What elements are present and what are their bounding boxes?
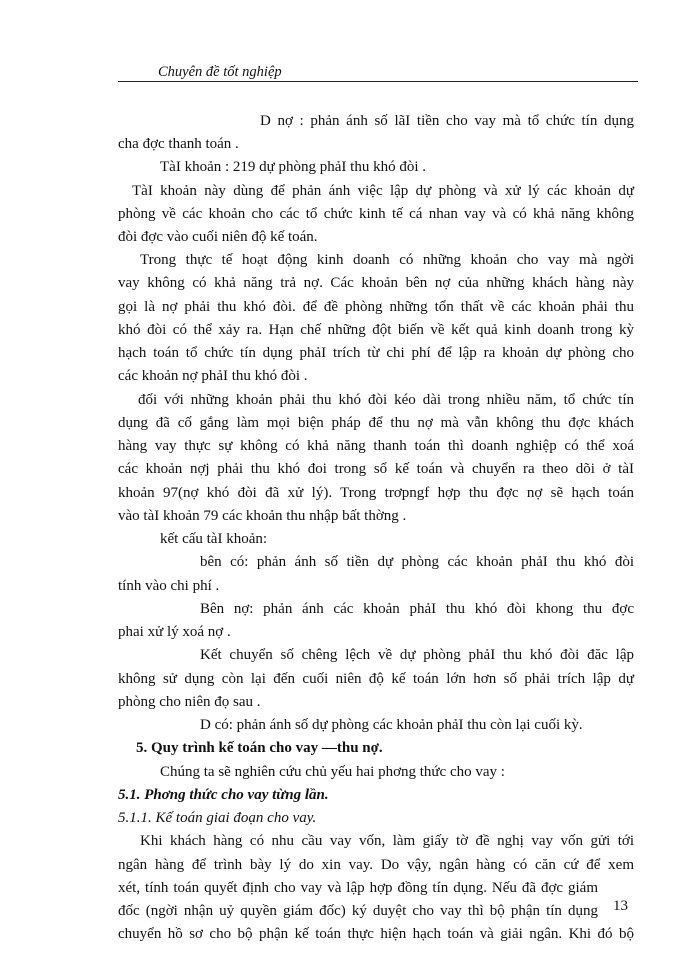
subsection-heading: 5.1. Phơng thức cho vay từng lần. bbox=[118, 787, 329, 803]
text-line: hạch toán tổ chức tín dụng phảI trích từ chi phí để lập ra khoản dự phòng cho bbox=[118, 345, 634, 361]
text-line: phòng về các khoản cho các tổ chức kinh tế cá nhan vay và có khả năng không bbox=[118, 206, 634, 222]
text-line: Kết chuyển số chêng lệch về dự phòng phảI thu khó đòi đăc lập bbox=[200, 647, 634, 663]
text-line: kết cấu tàI khoản: bbox=[160, 531, 268, 547]
text-line: ngân hàng để trình bày lý do xin vay. Do vậy, ngân hàng có căn cứ để xem bbox=[118, 857, 634, 873]
text-line: khó đòi có thể xảy ra. Hạn chế những đột biến về kết quả kinh doanh trong kỳ bbox=[118, 322, 634, 338]
text-line: Chúng ta sẽ nghiên cứu chủ yếu hai phơng thức cho vay : bbox=[160, 764, 505, 780]
text-line: chuyển hồ sơ cho bộ phận kế toán thực hiện hạch toán và giải ngân. Khi đó bộ bbox=[118, 926, 634, 942]
text-line: D có: phản ánh số dự phòng các khoản phảI thu còn lại cuối kỳ. bbox=[200, 717, 583, 733]
text-line: xét, tính toán quyết định cho vay và lập hợp đồng tín dụng. Nếu đã đợc giám bbox=[118, 880, 598, 896]
text-line: phai xử lý xoá nợ . bbox=[118, 624, 231, 640]
text-line: dụng đã cố gắng làm mọi biện pháp để thu nợ mà vẫn không thu đợc khách bbox=[118, 415, 634, 431]
text-line: không sử dụng còn lại đến cuối niên độ kế toán lớn hơn số phải trích lập dự bbox=[118, 671, 634, 687]
text-line: đối với những khoản phải thu khó đòi kéo dài trong nhiều năm, tổ chức tín bbox=[138, 392, 634, 408]
text-line: Bên nợ: phản ánh các khoản phảI thu khó đòi khong thu đợc bbox=[200, 601, 634, 617]
text-line: đòi đợc vào cuối niên độ kế toán. bbox=[118, 229, 318, 245]
text-line: D nợ : phản ánh số lãI tiền cho vay mà tổ chức tín dụng bbox=[260, 113, 634, 129]
text-line: hàng vay thực sự không có khả năng thanh toán thì doanh nghiệp có thể xoá bbox=[118, 438, 634, 454]
page-number: 13 bbox=[613, 898, 628, 914]
text-line: Khi khách hàng có nhu cầu vay vốn, làm giấy tờ đề nghị vay vốn gửi tới bbox=[140, 833, 634, 849]
text-line: khoản 97(nợ khó đòi đã xử lý). Trong trơpngf hợp thu đợc nợ sẽ hạch toán bbox=[118, 485, 634, 501]
text-line: vay không có khả năng trả nợ. Các khoản bên nợ của những khách hàng này bbox=[118, 275, 634, 291]
text-line: gọi là nợ phải thu khó đòi. để đề phòng những tổn thất về các khoản phải thu bbox=[118, 299, 634, 315]
text-line: Trong thực tế hoạt động kinh doanh có những khoản cho vay mà ngời bbox=[140, 252, 634, 268]
section-heading: 5. Quy trình kế toán cho vay —thu nợ. bbox=[136, 740, 383, 756]
text-line: TàI khoản này dùng để phản ánh việc lập dự phòng và xử lý các khoản dự bbox=[132, 183, 634, 199]
text-line: đốc (ngời nhận uỷ quyền giám đốc) ký duyệt cho vay thì bộ phận tín dụng bbox=[118, 903, 598, 919]
text-line: phòng cho niên đọ sau . bbox=[118, 694, 261, 710]
header-rule bbox=[118, 81, 638, 82]
subsubsection-heading: 5.1.1. Kế toán giai đoạn cho vay. bbox=[118, 810, 317, 826]
header-title: Chuyên đề tốt nghiệp bbox=[158, 64, 282, 80]
text-line: các khoản nợ phảI thu khó đòi . bbox=[118, 368, 308, 384]
text-line: cha đợc thanh toán . bbox=[118, 136, 239, 152]
text-line: TàI khoản : 219 dự phòng phảI thu khó đòi . bbox=[160, 159, 427, 175]
text-line: vào tàI khoản 79 các khoản thu nhập bất thờng . bbox=[118, 508, 407, 524]
text-line: các khoản nợj phải thu khó đoi trong sổ kế toán và chuyển ra theo dõi ở tàI bbox=[118, 461, 634, 477]
text-line: tính vào chi phí . bbox=[118, 578, 220, 594]
text-line: bên có: phản ánh số tiền dự phòng các khoản phảI thu khó đòi bbox=[200, 554, 634, 570]
